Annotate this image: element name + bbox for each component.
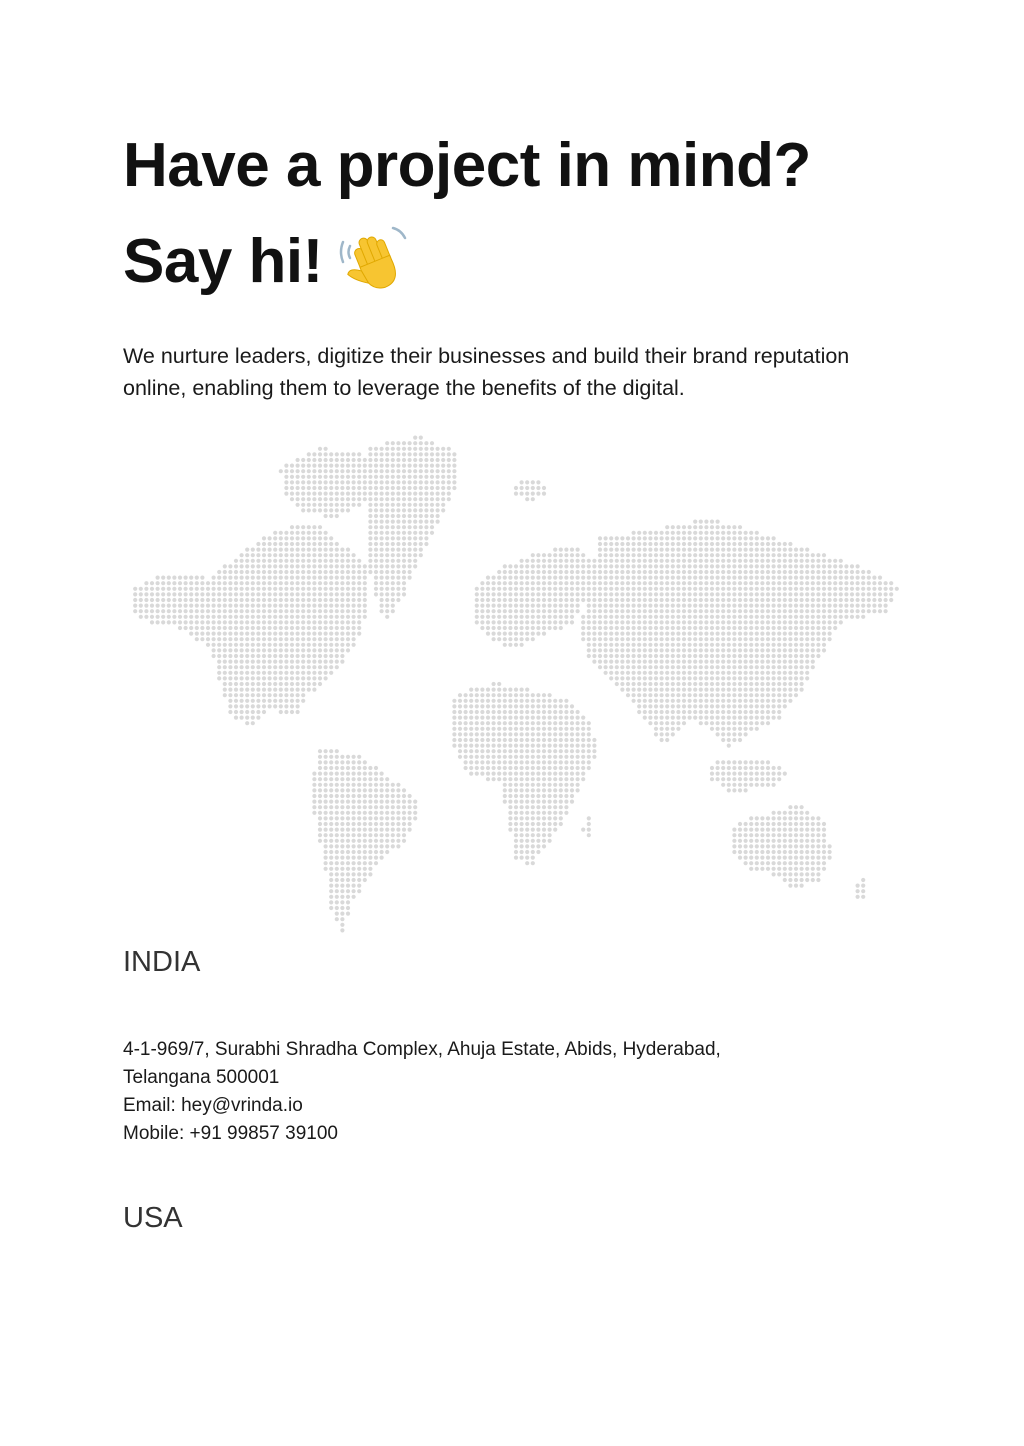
page-title-text: Have a project in mind? Say hi! <box>123 131 811 296</box>
region-heading-india: INDIA <box>123 946 201 978</box>
address-line: 4-1-969/7, Surabhi Shradha Complex, Ahuja Estate, Abids, Hyderabad, <box>123 1039 721 1060</box>
email-text: Email: hey@vrinda.io <box>123 1095 303 1116</box>
waving-hand-icon <box>337 222 409 322</box>
world-map-dotted-icon <box>120 428 910 940</box>
india-office-contact <box>123 1036 843 1148</box>
region-heading-usa: USA <box>123 1202 183 1234</box>
address-line: Telangana 500001 <box>123 1067 280 1088</box>
intro-text: We nurture leaders, digitize their businesses and build their brand reputation online, enabling them to leverage the benefits of the digital. <box>123 344 850 400</box>
page-title <box>123 118 923 322</box>
mobile-text: Mobile: +91 99857 39100 <box>123 1123 338 1144</box>
